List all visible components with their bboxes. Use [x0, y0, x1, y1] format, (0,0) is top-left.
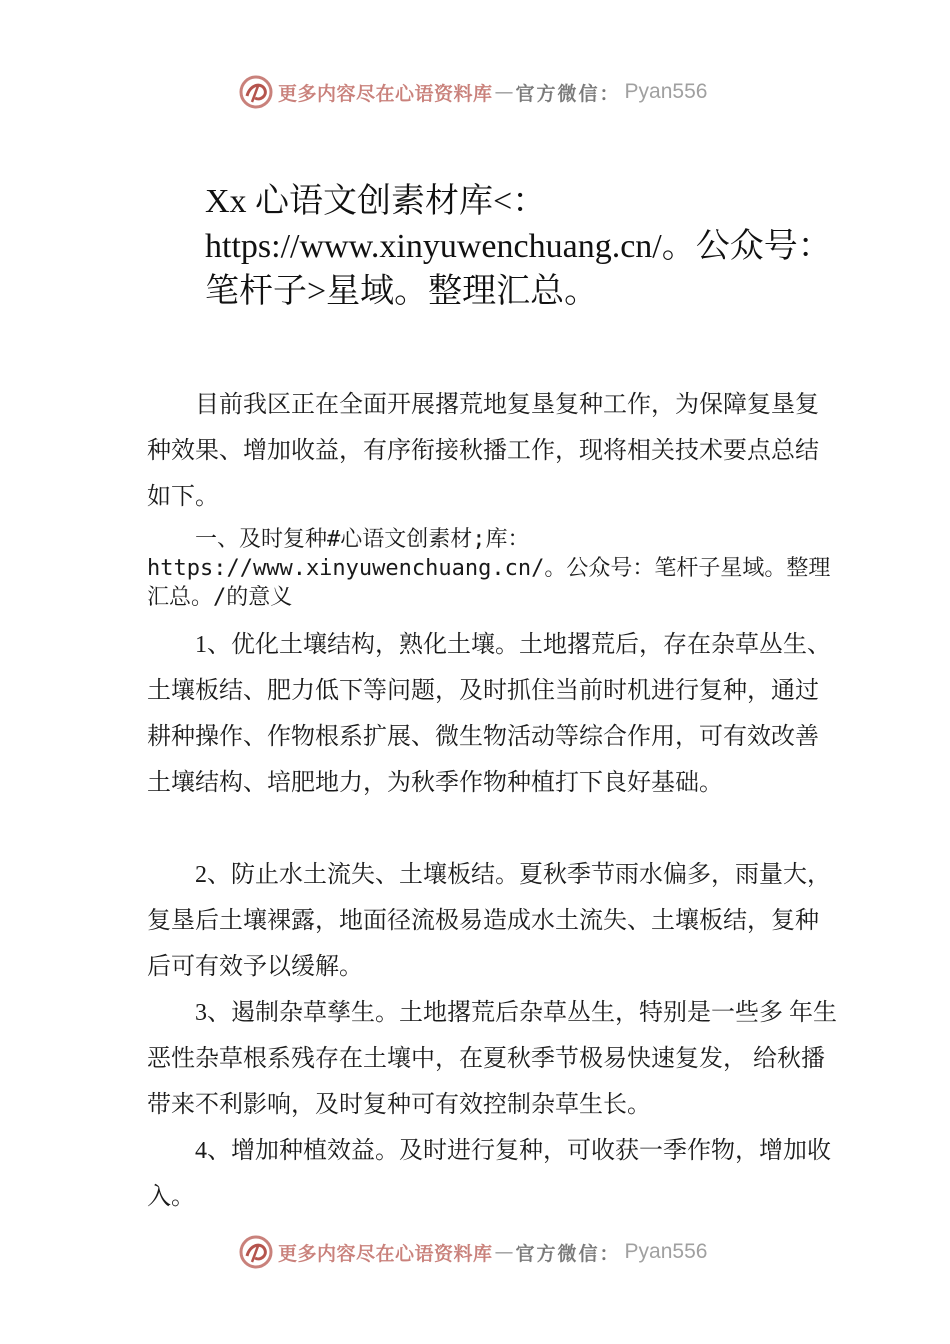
watermark-banner-bottom — [238, 1232, 707, 1272]
swirl-logo-icon — [238, 74, 274, 110]
list-item: 3、遏制杂草孳生。土地撂荒后杂草丛生，特别是一些多 年生恶性杂草根系残存在土壤中，在夏秋季节极易快速复发， 给秋播带来不利影响，及时复种可有效控制杂草生长。 — [147, 1000, 837, 1118]
watermark-dash: — — [494, 1241, 514, 1263]
section-heading: 一、及时复种#心语文创素材;库：https://www.xinyuwenchuang.cn/。公众号：笔杆子星域。整理汇总。/的意义 — [147, 527, 831, 610]
watermark-wechat-label: 官方微信： — [515, 82, 621, 105]
watermark-wechat-label: 官方微信： — [515, 1242, 621, 1265]
watermark-wechat-id: Pyan556 — [624, 80, 708, 103]
list-item: 1、优化土壤结构，熟化土壤。土地撂荒后，存在杂草丛生、土壤板结、肥力低下等问题，及时抓住当前时机进行复种，通过耕种操作、作物根系扩展、微生物活动等综合作用，可有效改善土壤结构、培肥地力，为秋季作物种植打下良好基础。 — [147, 632, 831, 796]
list-item: 4、增加种植效益。及时进行复种，可收获一季作物，增加收入。 — [147, 1138, 831, 1210]
watermark-dash: — — [494, 81, 514, 103]
document-title: Xx 心语文创素材库<：https://www.xinyuwenchuang.cn/。公众号：笔杆子>星域。整理汇总。 — [205, 183, 832, 310]
intro-paragraph: 目前我区正在全面开展撂荒地复垦复种工作，为保障复垦复种效果、增加收益，有序衔接秋播工作，现将相关技术要点总结如下。 — [147, 392, 819, 510]
swirl-logo-icon — [238, 1234, 274, 1270]
watermark-site-text: 更多内容尽在心语资料库 — [278, 82, 493, 105]
watermark-site-text: 更多内容尽在心语资料库 — [278, 1242, 493, 1265]
watermark-wechat-id: Pyan556 — [624, 1240, 708, 1263]
list-item: 2、防止水土流失、土壤板结。夏秋季节雨水偏多，雨量大，复垦后土壤裸露，地面径流极易造成水土流失、土壤板结，复种后可有效予以缓解。 — [147, 862, 831, 980]
watermark-banner-top — [238, 72, 707, 112]
